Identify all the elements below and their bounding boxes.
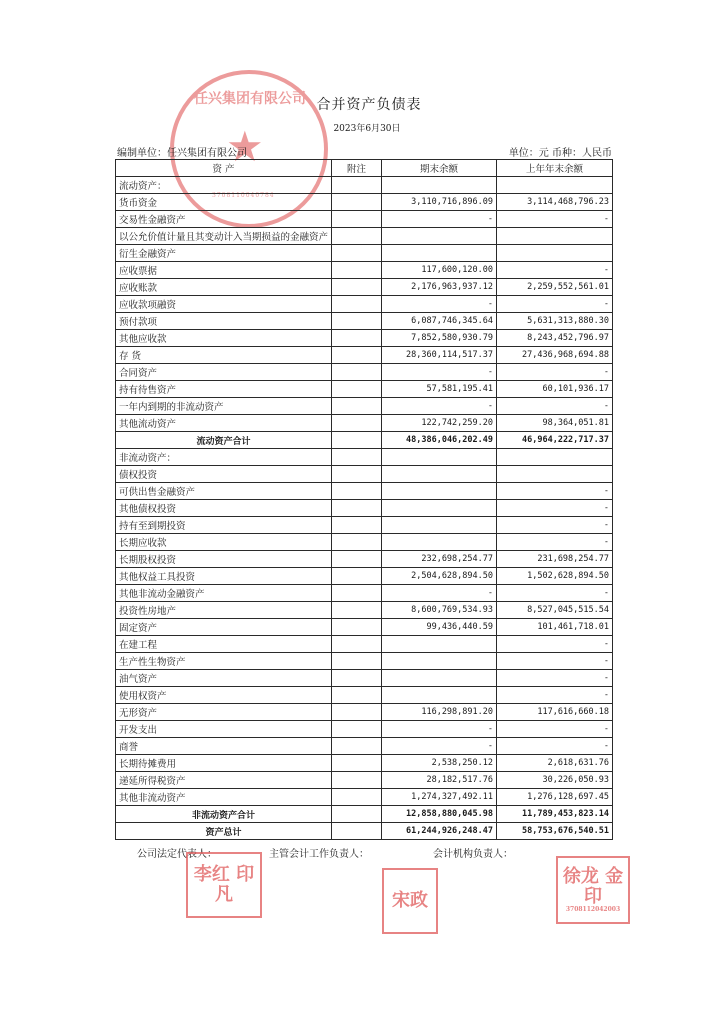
- row-note-cell: [332, 211, 382, 228]
- row-prev-balance: 1,276,128,697.45: [497, 789, 613, 806]
- table-row: [116, 347, 613, 364]
- row-note-cell: [332, 500, 382, 517]
- header-info-row: [117, 144, 612, 158]
- row-item-label: 长期待摊费用: [116, 755, 332, 772]
- row-prev-balance: [497, 228, 613, 245]
- row-item-label: 其他非流动金融资产: [116, 585, 332, 602]
- row-end-balance: 6,087,746,345.64: [382, 313, 497, 330]
- row-item-label: 持有至到期投资: [116, 517, 332, 534]
- row-prev-balance: 231,698,254.77: [497, 551, 613, 568]
- row-item-label: 合同资产: [116, 364, 332, 381]
- row-prev-balance: 8,243,452,796.97: [497, 330, 613, 347]
- row-prev-balance: [497, 177, 613, 194]
- table-row: [116, 313, 613, 330]
- row-end-balance: 12,858,880,045.98: [382, 806, 497, 823]
- row-prev-balance: 5,631,313,880.30: [497, 313, 613, 330]
- row-end-balance: -: [382, 721, 497, 738]
- table-row: [116, 670, 613, 687]
- row-prev-balance: -: [497, 500, 613, 517]
- row-item-label: 非流动资产合计: [116, 806, 332, 823]
- accounting-head-seal: 宋政: [382, 868, 438, 934]
- accounting-head-label: 主管会计工作负责人：: [269, 849, 369, 860]
- row-item-label: 在建工程: [116, 636, 332, 653]
- row-note-cell: [332, 449, 382, 466]
- row-item-label: 其他应收款: [116, 330, 332, 347]
- row-end-balance: -: [382, 296, 497, 313]
- row-note-cell: [332, 636, 382, 653]
- row-end-balance: [382, 636, 497, 653]
- company-seal-text: 任兴集团有限公司: [194, 91, 306, 107]
- accounting-office-seal-text: 徐龙 金印: [562, 865, 624, 907]
- row-prev-balance: -: [497, 211, 613, 228]
- table-row: [116, 415, 613, 432]
- table-row: [116, 381, 613, 398]
- row-end-balance: [382, 653, 497, 670]
- row-note-cell: [332, 653, 382, 670]
- table-row: [116, 364, 613, 381]
- table-row: [116, 823, 613, 840]
- seal-star-icon: ★: [226, 122, 264, 171]
- row-prev-balance: 2,618,631.76: [497, 755, 613, 772]
- header-prev-balance: 上年年末余额: [497, 160, 613, 177]
- row-note-cell: [332, 330, 382, 347]
- accounting-office-seal-code: 3708112042003: [565, 905, 621, 913]
- row-note-cell: [332, 194, 382, 211]
- balance-sheet-table: [115, 159, 613, 840]
- table-row: [116, 330, 613, 347]
- row-prev-balance: -: [497, 636, 613, 653]
- row-end-balance: [382, 466, 497, 483]
- row-prev-balance: [497, 245, 613, 262]
- row-prev-balance: -: [497, 653, 613, 670]
- company-label: 编制单位：任兴集团有限公司: [117, 148, 247, 159]
- row-note-cell: [332, 466, 382, 483]
- row-note-cell: [332, 602, 382, 619]
- legal-rep-seal: 李红 印凡: [186, 852, 262, 918]
- row-note-cell: [332, 245, 382, 262]
- table-row: [116, 585, 613, 602]
- row-item-label: 其他流动资产: [116, 415, 332, 432]
- row-end-balance: [382, 500, 497, 517]
- table-row: [116, 483, 613, 500]
- table-row: [116, 228, 613, 245]
- table-row: [116, 245, 613, 262]
- table-row: [116, 755, 613, 772]
- accounting-office-seal: [556, 856, 630, 924]
- table-row: [116, 806, 613, 823]
- row-prev-balance: 46,964,222,717.37: [497, 432, 613, 449]
- row-note-cell: [332, 704, 382, 721]
- row-prev-balance: -: [497, 721, 613, 738]
- row-note-cell: [332, 279, 382, 296]
- table-row: [116, 704, 613, 721]
- row-end-balance: -: [382, 364, 497, 381]
- row-note-cell: [332, 738, 382, 755]
- row-prev-balance: 30,226,050.93: [497, 772, 613, 789]
- row-prev-balance: 98,364,051.81: [497, 415, 613, 432]
- table-row: [116, 534, 613, 551]
- row-note-cell: [332, 381, 382, 398]
- row-note-cell: [332, 806, 382, 823]
- row-note-cell: [332, 772, 382, 789]
- table-row: [116, 279, 613, 296]
- row-prev-balance: 58,753,676,540.51: [497, 823, 613, 840]
- header-end-balance: 期末余额: [382, 160, 497, 177]
- row-note-cell: [332, 755, 382, 772]
- row-item-label: 商誉: [116, 738, 332, 755]
- row-note-cell: [332, 687, 382, 704]
- table-row: [116, 517, 613, 534]
- row-end-balance: 7,852,580,930.79: [382, 330, 497, 347]
- row-item-label: 持有待售资产: [116, 381, 332, 398]
- row-end-balance: 99,436,440.59: [382, 619, 497, 636]
- table-row: [116, 772, 613, 789]
- row-prev-balance: -: [497, 585, 613, 602]
- row-end-balance: [382, 177, 497, 194]
- row-note-cell: [332, 721, 382, 738]
- row-note-cell: [332, 313, 382, 330]
- row-item-label: 递延所得税资产: [116, 772, 332, 789]
- row-prev-balance: -: [497, 398, 613, 415]
- report-date: 2023年6月30日: [333, 124, 401, 134]
- table-row: [116, 432, 613, 449]
- row-end-balance: 2,176,963,937.12: [382, 279, 497, 296]
- row-note-cell: [332, 483, 382, 500]
- row-end-balance: [382, 517, 497, 534]
- table-row: [116, 721, 613, 738]
- row-end-balance: -: [382, 585, 497, 602]
- row-prev-balance: -: [497, 364, 613, 381]
- row-end-balance: [382, 449, 497, 466]
- table-row: [116, 194, 613, 211]
- row-prev-balance: 8,527,045,515.54: [497, 602, 613, 619]
- row-prev-balance: -: [497, 262, 613, 279]
- page-title: 合并资产负债表: [316, 97, 422, 113]
- row-note-cell: [332, 568, 382, 585]
- row-item-label: 交易性金融资产: [116, 211, 332, 228]
- row-item-label: 流动资产合计: [116, 432, 332, 449]
- row-item-label: 长期应收款: [116, 534, 332, 551]
- row-end-balance: 8,600,769,534.93: [382, 602, 497, 619]
- table-row: [116, 398, 613, 415]
- header-notes: 附注: [332, 160, 382, 177]
- table-row: [116, 551, 613, 568]
- row-end-balance: 117,600,120.00: [382, 262, 497, 279]
- table-row: [116, 602, 613, 619]
- row-note-cell: [332, 398, 382, 415]
- table-header-row: [116, 160, 613, 177]
- row-prev-balance: 117,616,660.18: [497, 704, 613, 721]
- row-note-cell: [332, 619, 382, 636]
- row-item-label: 无形资产: [116, 704, 332, 721]
- row-prev-balance: [497, 449, 613, 466]
- row-item-label: 长期股权投资: [116, 551, 332, 568]
- table-row: [116, 211, 613, 228]
- row-note-cell: [332, 789, 382, 806]
- row-item-label: 生产性生物资产: [116, 653, 332, 670]
- row-prev-balance: -: [497, 296, 613, 313]
- row-end-balance: 116,298,891.20: [382, 704, 497, 721]
- row-item-label: 存 货: [116, 347, 332, 364]
- row-end-balance: 1,274,327,492.11: [382, 789, 497, 806]
- row-item-label: 应收款项融资: [116, 296, 332, 313]
- row-item-label: 开发支出: [116, 721, 332, 738]
- row-note-cell: [332, 347, 382, 364]
- row-end-balance: 122,742,259.20: [382, 415, 497, 432]
- row-note-cell: [332, 228, 382, 245]
- table-row: [116, 636, 613, 653]
- row-item-label: 其他债权投资: [116, 500, 332, 517]
- row-item-label: 一年内到期的非流动资产: [116, 398, 332, 415]
- row-end-balance: 48,386,046,202.49: [382, 432, 497, 449]
- row-prev-balance: -: [497, 534, 613, 551]
- row-item-label: 衍生金融资产: [116, 245, 332, 262]
- header-assets: 资 产: [116, 160, 332, 177]
- row-end-balance: 2,504,628,894.50: [382, 568, 497, 585]
- row-prev-balance: 60,101,936.17: [497, 381, 613, 398]
- row-prev-balance: -: [497, 738, 613, 755]
- table-row: [116, 789, 613, 806]
- row-item-label: 油气资产: [116, 670, 332, 687]
- row-prev-balance: 11,789,453,823.14: [497, 806, 613, 823]
- row-prev-balance: -: [497, 483, 613, 500]
- legal-rep-label: 公司法定代表人：: [137, 849, 217, 860]
- row-end-balance: 28,360,114,517.37: [382, 347, 497, 364]
- row-item-label: 预付款项: [116, 313, 332, 330]
- row-end-balance: 2,538,250.12: [382, 755, 497, 772]
- row-item-label: 债权投资: [116, 466, 332, 483]
- row-prev-balance: -: [497, 687, 613, 704]
- table-row: [116, 500, 613, 517]
- row-end-balance: [382, 670, 497, 687]
- row-item-label: 流动资产：: [116, 177, 332, 194]
- row-note-cell: [332, 823, 382, 840]
- row-item-label: 非流动资产：: [116, 449, 332, 466]
- row-end-balance: 3,110,716,896.09: [382, 194, 497, 211]
- table-row: [116, 449, 613, 466]
- row-prev-balance: -: [497, 517, 613, 534]
- table-row: [116, 262, 613, 279]
- row-prev-balance: 27,436,968,694.88: [497, 347, 613, 364]
- row-item-label: 货币资金: [116, 194, 332, 211]
- row-item-label: 使用权资产: [116, 687, 332, 704]
- row-note-cell: [332, 296, 382, 313]
- row-note-cell: [332, 585, 382, 602]
- row-note-cell: [332, 364, 382, 381]
- row-prev-balance: 3,114,468,796.23: [497, 194, 613, 211]
- table-row: [116, 177, 613, 194]
- table-row: [116, 653, 613, 670]
- row-note-cell: [332, 670, 382, 687]
- row-item-label: 以公允价值计量且其变动计入当期损益的金融资产: [116, 228, 332, 245]
- table-row: [116, 619, 613, 636]
- row-note-cell: [332, 432, 382, 449]
- row-end-balance: [382, 228, 497, 245]
- row-item-label: 可供出售金融资产: [116, 483, 332, 500]
- row-prev-balance: -: [497, 670, 613, 687]
- row-end-balance: -: [382, 738, 497, 755]
- row-note-cell: [332, 177, 382, 194]
- company-seal-code: 3708110040784: [212, 192, 275, 199]
- table-row: [116, 687, 613, 704]
- row-item-label: 应收账款: [116, 279, 332, 296]
- row-item-label: 投资性房地产: [116, 602, 332, 619]
- row-end-balance: [382, 483, 497, 500]
- row-end-balance: [382, 534, 497, 551]
- row-item-label: 应收票据: [116, 262, 332, 279]
- row-item-label: 固定资产: [116, 619, 332, 636]
- row-prev-balance: 2,259,552,561.01: [497, 279, 613, 296]
- row-prev-balance: 1,502,628,894.50: [497, 568, 613, 585]
- table-row: [116, 738, 613, 755]
- row-prev-balance: 101,461,718.01: [497, 619, 613, 636]
- currency-label: 单位：元 币种：人民币: [508, 148, 612, 159]
- row-end-balance: -: [382, 211, 497, 228]
- row-prev-balance: [497, 466, 613, 483]
- row-note-cell: [332, 534, 382, 551]
- table-row: [116, 568, 613, 585]
- row-item-label: 资产总计: [116, 823, 332, 840]
- table-row: [116, 466, 613, 483]
- row-end-balance: [382, 687, 497, 704]
- row-item-label: 其他非流动资产: [116, 789, 332, 806]
- accounting-office-label: 会计机构负责人：: [433, 849, 513, 860]
- row-end-balance: [382, 245, 497, 262]
- row-end-balance: 61,244,926,248.47: [382, 823, 497, 840]
- table-body: [116, 177, 613, 840]
- table-row: [116, 296, 613, 313]
- row-end-balance: 232,698,254.77: [382, 551, 497, 568]
- row-end-balance: 57,581,195.41: [382, 381, 497, 398]
- row-note-cell: [332, 262, 382, 279]
- row-note-cell: [332, 551, 382, 568]
- row-end-balance: 28,182,517.76: [382, 772, 497, 789]
- row-end-balance: -: [382, 398, 497, 415]
- row-note-cell: [332, 415, 382, 432]
- row-note-cell: [332, 517, 382, 534]
- row-item-label: 其他权益工具投资: [116, 568, 332, 585]
